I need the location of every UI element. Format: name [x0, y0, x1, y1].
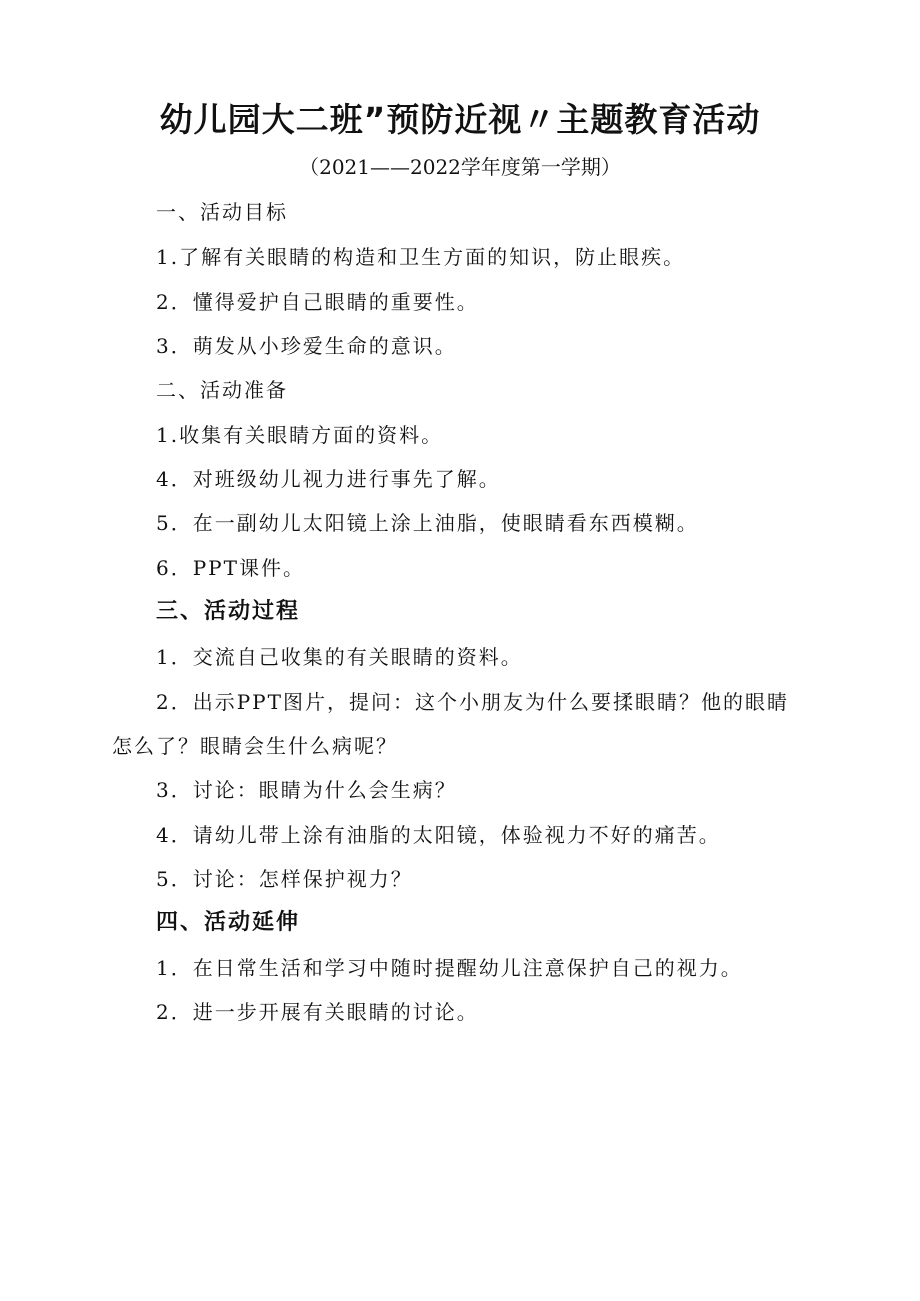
section-heading-extension: 四、活动延伸: [156, 910, 301, 935]
extension-item: 1．在日常生活和学习中随时提醒幼儿注意保护自己的视力。: [156, 956, 743, 980]
goal-item: 2．懂得爱护自己眼睛的重要性。: [156, 290, 479, 314]
preparation-item: 1.收集有关眼睛方面的资料。: [156, 423, 444, 447]
process-item: 4．请幼儿带上涂有油脂的太阳镜，体验视力不好的痛苦。: [156, 823, 721, 847]
process-item: 5．讨论：怎样保护视力？: [156, 867, 413, 891]
section-heading-preparation: 二、活动准备: [156, 378, 288, 402]
preparation-item: 5．在一副幼儿太阳镜上涂上油脂，使眼睛看东西模糊。: [156, 511, 699, 535]
process-item: 2．出示PPT图片，提问：这个小朋友为什么要揉眼睛？他的眼睛: [156, 690, 789, 714]
goal-item: 3．萌发从小珍爱生命的意识。: [156, 334, 457, 358]
section-heading-goals: 一、活动目标: [156, 200, 288, 224]
preparation-item: 4．对班级幼儿视力进行事先了解。: [156, 467, 501, 491]
document-subtitle: （2021——2022学年度第一学期）: [299, 155, 621, 179]
extension-item: 2．进一步开展有关眼睛的讨论。: [156, 1000, 479, 1024]
process-item: 3．讨论：眼睛为什么会生病？: [156, 778, 457, 802]
goal-item: 1.了解有关眼睛的构造和卫生方面的知识，防止眼疾。: [156, 245, 686, 269]
preparation-item: 6．PPT课件。: [156, 556, 305, 580]
process-item-continuation: 怎么了？眼睛会生什么病呢？: [112, 734, 398, 758]
section-heading-process: 三、活动过程: [156, 599, 301, 624]
document-title: 幼儿园大二班”预防近视〃主题教育活动: [159, 100, 761, 139]
process-item: 1．交流自己收集的有关眼睛的资料。: [156, 645, 523, 669]
